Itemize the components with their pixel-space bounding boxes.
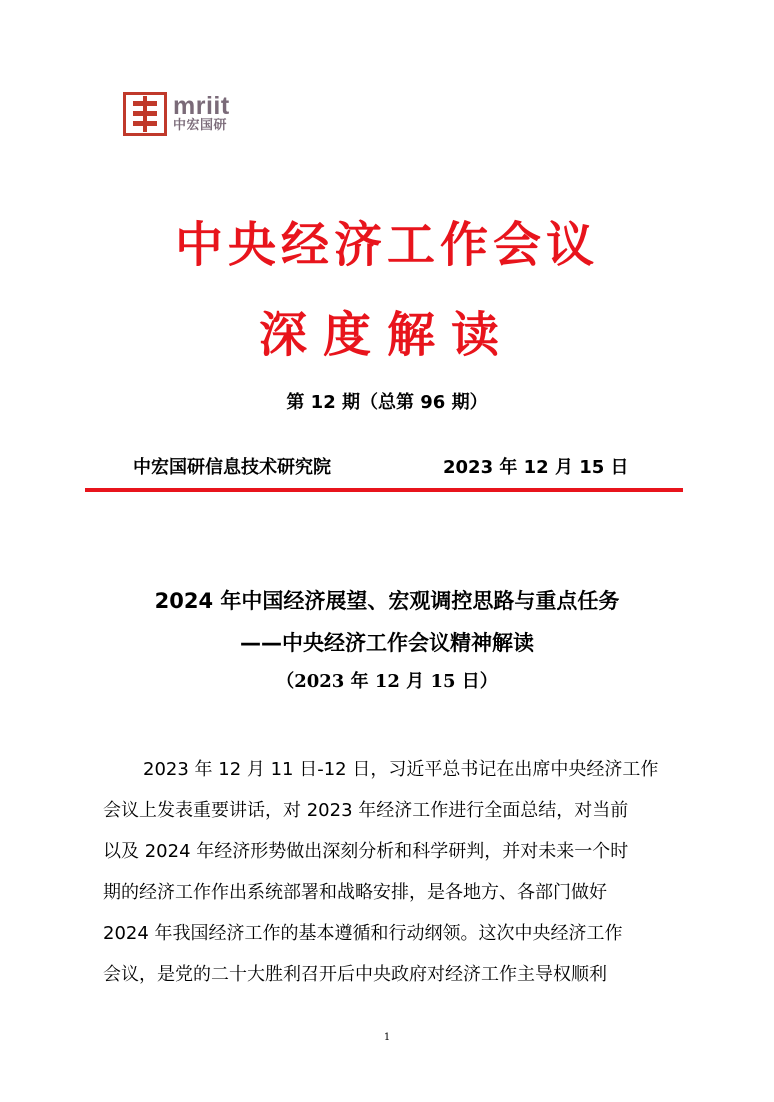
- mriit-logo-mark: [123, 92, 167, 136]
- article-body: [103, 749, 683, 995]
- logo: [123, 90, 230, 138]
- body-line: 以及 2024 年经济形势做出深刻分析和科学研判，并对未来一个时: [103, 841, 629, 862]
- report-subtitle: 深度解读: [258, 307, 515, 363]
- body-line: 会议上发表重要讲话，对 2023 年经济工作进行全面总结，对当前: [103, 800, 629, 821]
- body-line: 会议，是党的二十大胜利召开后中央政府对经济工作主导权顺利: [103, 964, 607, 985]
- body-line: 2024 年我国经济工作的基本遵循和行动纲领。这次中央经济工作: [103, 923, 623, 944]
- body-line: 期的经济工作作出系统部署和战略安排，是各地方、各部门做好: [103, 882, 607, 903]
- logo-text-en: mriit: [173, 92, 230, 120]
- header-divider: [85, 488, 683, 492]
- article-date: （2023 年 12 月 15 日）: [276, 671, 498, 692]
- article-subtitle: ——中央经济工作会议精神解读: [240, 631, 534, 655]
- body-line: 2023 年 12 月 11 日-12 日，习近平总书记在出席中央经济工作: [143, 759, 659, 780]
- logo-text-cn: 中宏国研: [173, 118, 228, 133]
- organization-name: 中宏国研信息技术研究院: [133, 457, 331, 478]
- issue-number: 第 12 期（总第 96 期）: [286, 392, 488, 413]
- report-title: 中央经济工作会议: [174, 217, 599, 273]
- page-number: 1: [383, 1032, 391, 1043]
- article-title: 2024 年中国经济展望、宏观调控思路与重点任务: [154, 589, 620, 613]
- publish-date: 2023 年 12 月 15 日: [443, 457, 629, 478]
